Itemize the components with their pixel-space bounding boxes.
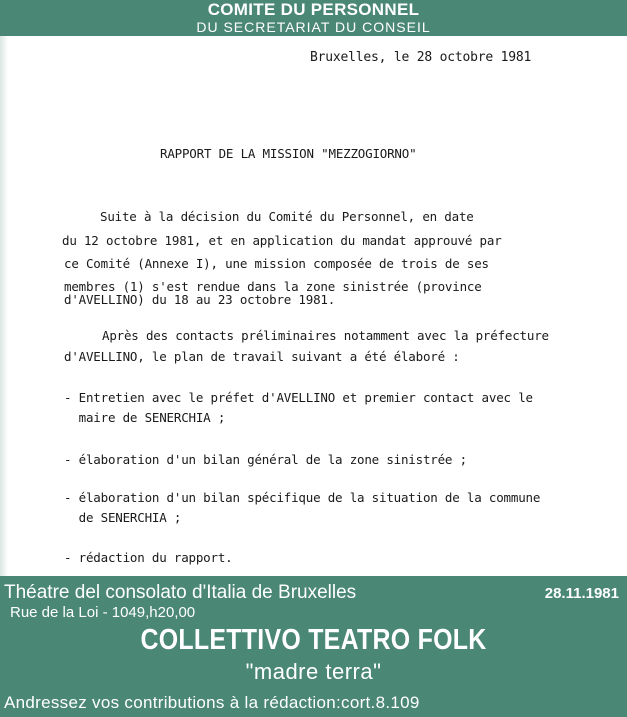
list-item-line: - Entretien avec le préfet d'AVELLINO et premier contact avec le (64, 390, 533, 405)
paragraph2-line: Après des contacts préliminaires notamment avec la préfecture (102, 328, 549, 343)
list-item-line: - élaboration d'un bilan général de la zone sinistrée ; (64, 452, 467, 467)
list-item-line: - rédaction du rapport. (64, 550, 233, 565)
list-item-line: - élaboration d'un bilan spécifique de la situation de la commune (64, 490, 541, 505)
event-date: 28.11.1981 (544, 585, 619, 602)
list-item-line: de SENERCHIA ; (64, 510, 182, 525)
venue-address: Rue de la Loi - 1049,h20,00 (10, 604, 196, 621)
paragraph1-line: membres (1) s'est rendue dans la zone sinistrée (province (64, 279, 482, 294)
paragraph1-line: d'AVELLINO) du 18 au 23 octobre 1981. (64, 292, 336, 307)
header-subtitle: DU SECRETARIAT DU CONSEIL (196, 19, 431, 35)
show-subtitle: "madre terra" (245, 659, 382, 684)
list-item-line: maire de SENERCHIA ; (64, 410, 226, 425)
show-title: COLLETTIVO TEATRO FOLK (140, 624, 487, 656)
footer-band (0, 576, 627, 717)
contributions-note: Andressez vos contributions à la rédaction:cort.8.109 (4, 693, 420, 712)
header-band (0, 0, 627, 36)
header-title: COMITE DU PERSONNEL (207, 0, 420, 19)
paragraph1-line: Suite à la décision du Comité du Personnel, en date (100, 209, 474, 224)
document-title: RAPPORT DE LA MISSION "MEZZOGIORNO" (160, 146, 417, 161)
paragraph2-line: d'AVELLINO, le plan de travail suivant a été élaboré : (64, 349, 460, 364)
paragraph1-line: du 12 octobre 1981, et en application du mandat approuvé par (62, 233, 502, 248)
paragraph1-line: ce Comité (Annexe I), une mission composée de trois de ses (64, 256, 489, 271)
document-date: Bruxelles, le 28 octobre 1981 (310, 50, 532, 65)
typewritten-document (0, 36, 627, 576)
venue-text: Théatre del consolato d'Italia de Bruxelles (4, 582, 357, 603)
